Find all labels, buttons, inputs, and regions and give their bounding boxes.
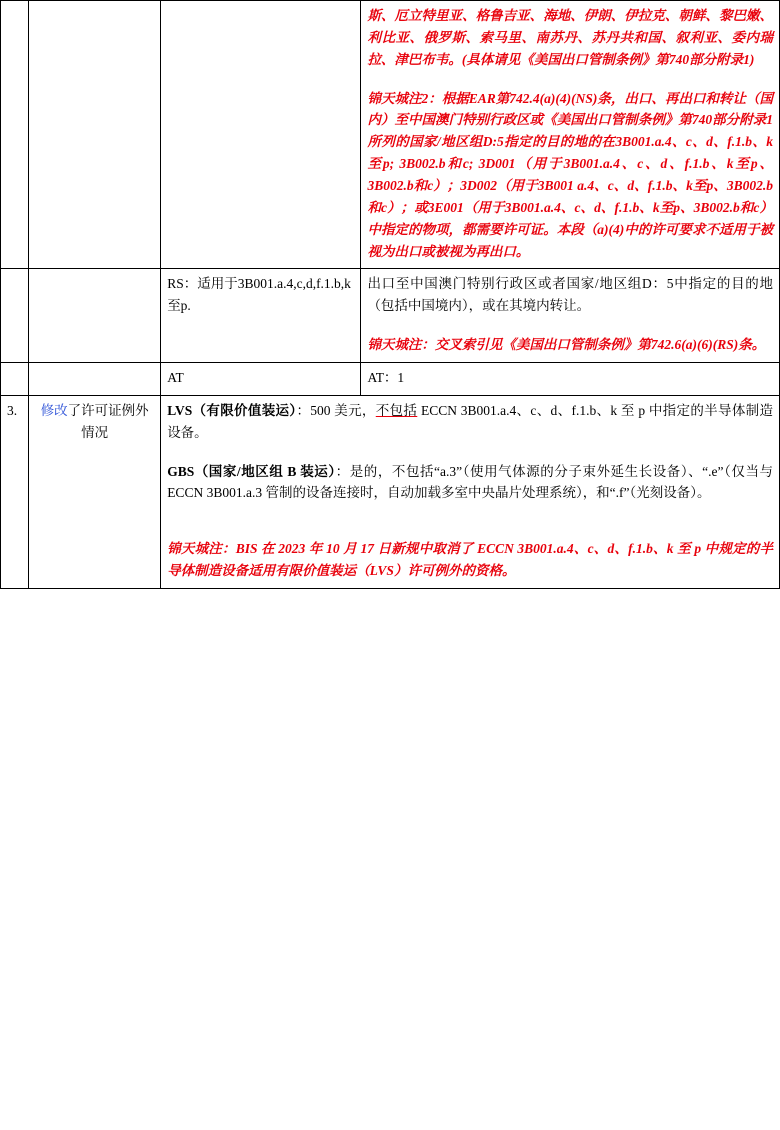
- paragraph-spacer: [367, 317, 773, 334]
- gbs-text: ：是的，不包括“a.3”（使用气体源的分子束外延生长设备）、“.e”（仅当与 ECCN 3B001.a.3 管制的设备连接时，自动加载多室中央晶片处理系统），和“.f”（光刻设备）。: [167, 463, 773, 501]
- row-number-cell: [1, 1, 29, 269]
- change-label-cell: [29, 1, 161, 269]
- change-label-cell: [29, 395, 161, 588]
- lvs-term: LVS（有限价值装运）: [167, 402, 297, 418]
- paragraph-spacer: [167, 504, 773, 521]
- continued-paragraph-2: 锦天城注2：根据EAR第742.4(a)(4)(NS)条，出口、再出口和转让（国内）至中国澳门特别行政区或《美国出口管制条例》第740部分附录1所列的国家/地区组D:5指定的目的地的在3B001.a.4、c、d、f.1.b、k至p; 3B002.b和c; 3D001（用于3B001.a.4、c、d、f.1.b、k至p、3B002.b和c）；3D002（用于3B001 a.4、c、d、f.1.b、k至p、3B002.b和c）；或3E001（用于3B001.a.4、c、d、f.1.b、k至p、3B002.b和c）中指定的物项，都需要许可证。本段（a)(4)中的许可要求不适用于被视为出口或被视为再出口。: [367, 90, 773, 259]
- continued-paragraph-1: 斯、厄立特里亚、格鲁吉亚、海地、伊朗、伊拉克、朝鲜、黎巴嫩、利比亚、俄罗斯、索马里、南苏丹、苏丹共和国、叙利亚、委内瑞拉、津巴布韦。(具体请见《美国出口管制条例》第740部分附录1): [367, 8, 773, 67]
- lvs-text-1: ：500 美元，: [296, 402, 376, 418]
- table-row-at: [1, 363, 780, 396]
- paragraph-spacer: [367, 71, 773, 88]
- license-code-cell: [161, 1, 361, 269]
- row-number-cell: [1, 269, 29, 363]
- rs-label-cell: RS：适用于3B001.a.4,c,d,f.1.b,k至p.: [161, 269, 361, 363]
- row-number-cell: [1, 363, 29, 396]
- at-content-cell: AT：1: [361, 363, 780, 396]
- table-row-rs: [1, 269, 780, 363]
- continued-content-cell: [361, 1, 780, 269]
- lvs-text-2: ECCN 3B001.a.4、c、d、f.1.b、k 至 p 中指定的半导体制造设备。: [167, 402, 773, 440]
- change-label-cell: [29, 363, 161, 396]
- lvs-exclusion-emphasis: 不包括: [375, 402, 418, 418]
- table-row-item-3: [1, 395, 780, 588]
- rs-red-note: 锦天城注：交叉索引见《美国出口管制条例》第742.6(a)(6)(RS)条。: [367, 337, 766, 353]
- table-row: [1, 1, 780, 269]
- paragraph-spacer: [167, 521, 773, 538]
- row-number-cell: 3.: [1, 395, 29, 588]
- rs-description: 出口至中国澳门特别行政区或者国家/地区组D：5中指定的目的地（包括中国境内），或在其境内转让。: [367, 276, 773, 314]
- at-label-cell: AT: [161, 363, 361, 396]
- gbs-paragraph: [167, 461, 773, 505]
- change-label-prefix: 修改: [40, 402, 68, 418]
- lvs-paragraph: [167, 400, 773, 444]
- item-3-content-cell: [161, 395, 780, 588]
- gbs-term: GBS（国家/地区组 B 装运）: [167, 463, 336, 479]
- paragraph-spacer: [167, 444, 773, 461]
- item-3-red-note: 锦天城注：BIS 在 2023 年 10 月 17 日新规中取消了 ECCN 3B001.a.4、c、d、f.1.b、k 至 p 中规定的半导体制造设备适用有限价值装运（LVS）许可例外的资格。: [167, 541, 773, 579]
- rs-content-cell: [361, 269, 780, 363]
- change-label-cell: [29, 269, 161, 363]
- change-label-rest: 了许可证例外情况: [67, 402, 149, 440]
